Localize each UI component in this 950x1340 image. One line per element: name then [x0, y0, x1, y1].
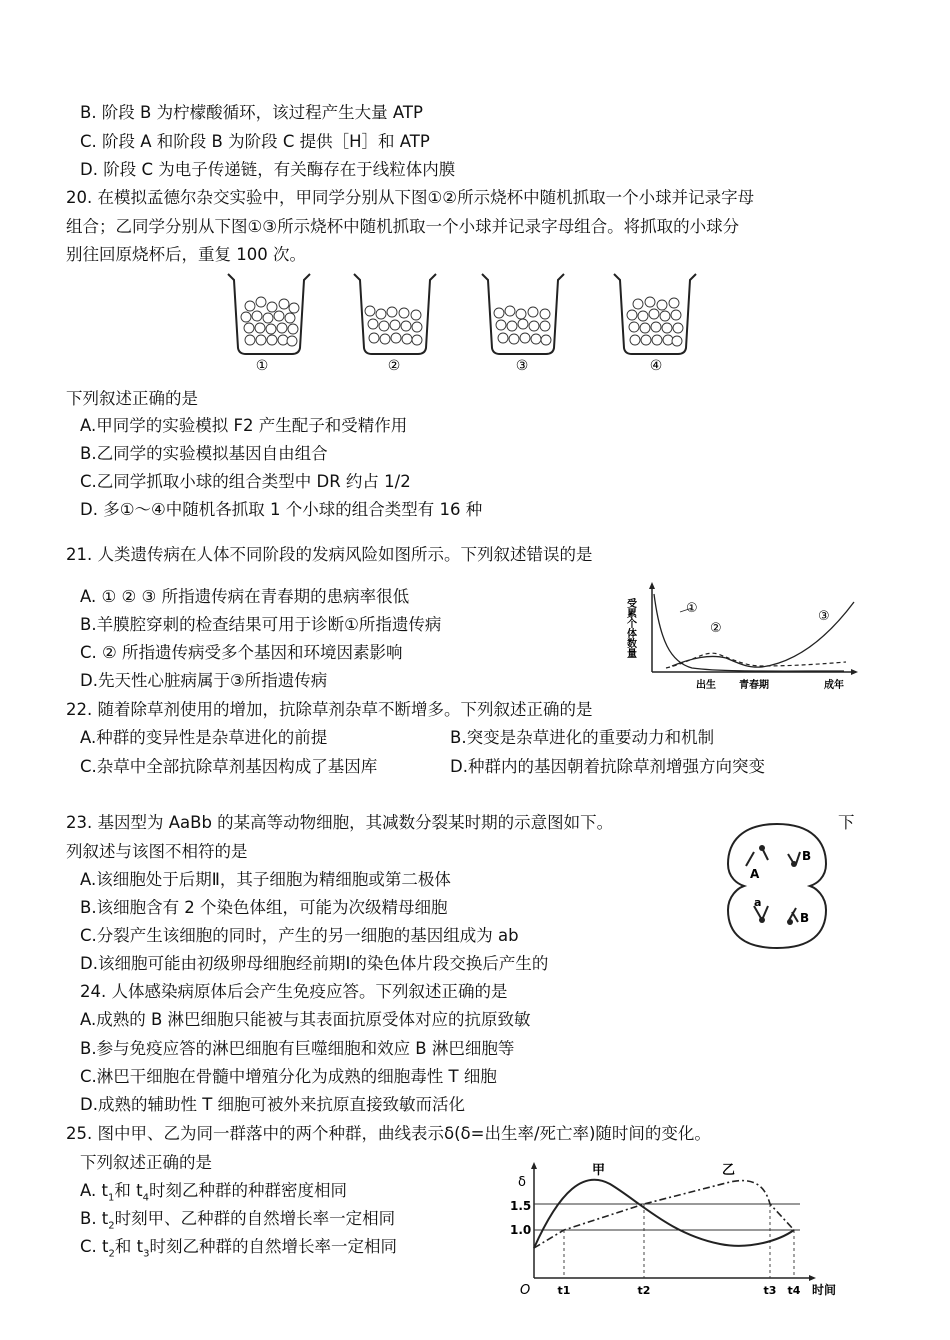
q23-label-A: A	[750, 867, 760, 881]
q25-series-label-yi: 乙	[722, 1163, 736, 1178]
q25-ttick-4: t4	[787, 1284, 801, 1297]
q19-option-c: C. 阶段 A 和阶段 B 为阶段 C 提供［H］和 ATP	[80, 132, 430, 151]
q22-stem: 22. 随着除草剂使用的增加，抗除草剂杂草不断增多。下列叙述正确的是	[66, 700, 593, 719]
q22-option-b: B.突变是杂草进化的重要动力和机制	[450, 728, 715, 747]
q23-label-B-top: B	[802, 849, 812, 863]
q21-option-d: D.先天性心脏病属于③所指遗传病	[80, 671, 328, 690]
q20-option-a: A.甲同学的实验模拟 F2 产生配子和受精作用	[80, 416, 408, 435]
q25-lead: 下列叙述正确的是	[80, 1153, 212, 1172]
q23-option-a: A.该细胞处于后期Ⅱ，其子细胞为精细胞或第二极体	[80, 870, 451, 889]
q24-stem: 24. 人体感染病原体后会产生免疫应答。下列叙述正确的是	[80, 982, 508, 1001]
beaker-3	[482, 274, 564, 354]
q25-ttick-3: t3	[763, 1284, 777, 1297]
q25-ytick-1.0: 1.0	[510, 1223, 532, 1237]
q25-y-axis-label: δ	[518, 1175, 526, 1190]
q25-delta-chart	[500, 1160, 850, 1300]
q21-curve-label-3: ③	[818, 609, 830, 624]
q25-ytick-1.5: 1.5	[510, 1199, 532, 1213]
q22-option-c: C.杂草中全部抗除草剂基因构成了基因库	[80, 757, 378, 776]
q25-series-label-jia: 甲	[592, 1163, 606, 1178]
q21-xtick-puberty: 青春期	[739, 680, 769, 691]
q23-stem-line2: 列叙述与该图不相符的是	[66, 842, 248, 861]
q21-option-c: C. ② 所指遗传病受多个基因和环境因素影响	[80, 643, 403, 662]
beaker-label-1: ①	[255, 358, 269, 374]
q20-stem-line2: 组合；乙同学分别从下图①③所示烧杯中随机抓取一个小球并记录字母组合。将抓取的小球分	[66, 217, 740, 236]
q23-stem-line1-tail: 下	[838, 813, 855, 832]
q23-stem-line1: 23. 基因型为 AaBb 的某高等动物细胞，其减数分裂某时期的示意图如下。	[66, 813, 614, 832]
q20-beakers-figure	[220, 272, 700, 378]
q21-ylabel: 受累个体数量	[624, 598, 636, 658]
q21-stem: 21. 人类遗传病在人体不同阶段的发病风险如图所示。下列叙述错误的是	[66, 545, 593, 564]
q23-cell-diagram	[724, 818, 830, 954]
q24-option-d: D.成熟的辅助性 T 细胞可被外来抗原直接致敏而活化	[80, 1095, 466, 1114]
q21-curve-label-1: ①	[686, 601, 698, 616]
q21-xtick-adult: 成年	[824, 680, 844, 691]
q24-option-a: A.成熟的 B 淋巴细胞只能被与其表面抗原受体对应的抗原致敏	[80, 1010, 531, 1029]
q23-option-b: B.该细胞含有 2 个染色体组，可能为次级精母细胞	[80, 898, 448, 917]
q21-option-a: A. ① ② ③ 所指遗传病在青春期的患病率很低	[80, 587, 410, 606]
beaker-label-3: ③	[515, 358, 529, 374]
q23-option-c: C.分裂产生该细胞的同时，产生的另一细胞的基因组成为 ab	[80, 926, 519, 945]
q20-stem-line1: 20. 在模拟孟德尔杂交实验中，甲同学分别从下图①②所示烧杯中随机抓取一个小球并记录字母	[66, 188, 755, 207]
q25-ttick-2: t2	[637, 1284, 651, 1297]
q20-option-b: B.乙同学的实验模拟基因自由组合	[80, 444, 328, 463]
q21-xtick-birth: 出生	[696, 680, 716, 691]
beaker-1	[228, 274, 310, 354]
q25-ttick-1: t1	[557, 1284, 571, 1297]
q24-option-c: C.淋巴干细胞在骨髓中增殖分化为成熟的细胞毒性 T 细胞	[80, 1067, 497, 1086]
q21-risk-chart	[622, 580, 862, 692]
beaker-2	[354, 274, 436, 354]
beaker-label-2: ②	[387, 358, 401, 374]
q20-lead: 下列叙述正确的是	[66, 389, 198, 408]
q25-option-c: C. $t_2$和 $t_3$时刻乙种群的自然增长率一定相同	[80, 1237, 397, 1260]
q20-option-c: C.乙同学抓取小球的组合类型中 DR 约占 1/2	[80, 472, 411, 491]
q19-option-b: B. 阶段 B 为柠檬酸循环，该过程产生大量 ATP	[80, 103, 423, 122]
q21-option-b: B.羊膜腔穿刺的检查结果可用于诊断①所指遗传病	[80, 615, 442, 634]
beaker-4	[614, 274, 696, 354]
q21-curve-label-2: ②	[710, 621, 722, 636]
q22-option-a: A.种群的变异性是杂草进化的前提	[80, 728, 328, 747]
q20-option-d: D. 多①～④中随机各抓取 1 个小球的组合类型有 16 种	[80, 500, 483, 519]
q25-x-axis-label: 时间	[812, 1283, 837, 1297]
beaker-label-4: ④	[649, 358, 663, 374]
q25-stem: 25. 图中甲、乙为同一群落中的两个种群，曲线表示δ(δ=出生率/死亡率)随时间的变化。	[66, 1124, 711, 1143]
q25-origin: O	[520, 1283, 531, 1298]
q19-option-d: D. 阶段 C 为电子传递链，有关酶存在于线粒体内膜	[80, 160, 456, 179]
q24-option-b: B.参与免疫应答的淋巴细胞有巨噬细胞和效应 B 淋巴细胞等	[80, 1039, 515, 1058]
q20-stem-line3: 别往回原烧杯后，重复 100 次。	[66, 245, 306, 264]
q23-option-d: D.该细胞可能由初级卵母细胞经前期Ⅰ的染色体片段交换后产生的	[80, 954, 549, 973]
q22-option-d: D.种群内的基因朝着抗除草剂增强方向突变	[450, 757, 765, 776]
q23-label-a: a	[754, 896, 762, 909]
q25-option-a: A. $t_1$和 $t_4$时刻乙种群的种群密度相同	[80, 1181, 347, 1204]
q25-option-b: B. $t_2$时刻甲、乙种群的自然增长率一定相同	[80, 1209, 396, 1232]
q23-label-B-bottom: B	[800, 911, 810, 925]
